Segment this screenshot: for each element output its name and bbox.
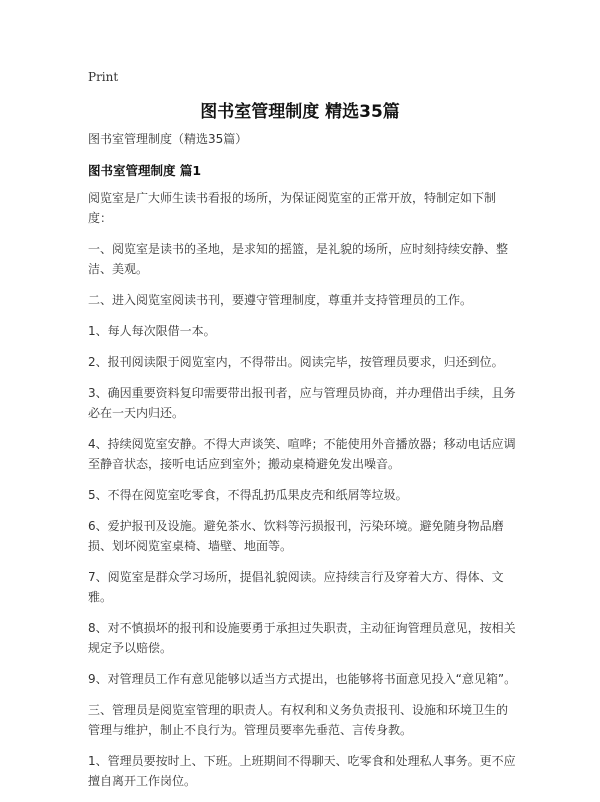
print-link[interactable]: Print <box>88 70 119 84</box>
paragraph-item-4: 4、持续阅览室安静。不得大声谈笑、喧哗；不能使用外音播放器；移动电话应调至静音状态，接听电话应到室外；搬动桌椅避免发出噪音。 <box>88 437 516 471</box>
paragraph-item-3: 3、确因重要资料复印需要带出报刊者，应与管理员协商，并办理借出手续，且务必在一天内归还。 <box>88 386 516 420</box>
paragraph-item-1: 1、每人每次限借一本。 <box>88 324 216 338</box>
paragraph-intro: 阅览室是广大师生读书看报的场所，为保证阅览室的正常开放，特制定如下制度： <box>88 191 497 225</box>
paragraph-item-9: 9、对管理员工作有意见能够以适当方式提出，也能够将书面意见投入“意见箱”。 <box>88 672 517 686</box>
paragraph-staff-1: 1、管理员要按时上、下班。上班期间不得聊天、吃零食和处理私人事务。更不应擅自离开工作岗位。 <box>88 754 516 788</box>
paragraph-rule-1: 一、阅览室是读书的圣地，是求知的摇篮，是礼貌的场所，应时刻持续安静、整洁、美观。 <box>88 242 509 276</box>
section-heading: 图书室管理制度 篇1 <box>88 163 202 178</box>
paragraph-item-7: 7、阅览室是群众学习场所，提倡礼貌阅读。应持续言行及穿着大方、得体、文雅。 <box>88 570 504 604</box>
document-subtitle: 图书室管理制度（精选35篇） <box>88 132 248 146</box>
paragraph-item-6: 6、爱护报刊及设施。避免茶水、饮料等污损报刊，污染环境。避免随身物品磨损、划坏阅览室桌椅、墙壁、地面等。 <box>88 519 504 553</box>
paragraph-item-5: 5、不得在阅览室吃零食，不得乱扔瓜果皮壳和纸屑等垃圾。 <box>88 488 408 502</box>
page-title: 图书室管理制度 精选35篇 <box>200 102 400 122</box>
paragraph-rule-3: 三、管理员是阅览室管理的职责人。有权利和义务负责报刊、设施和环境卫生的管理与维护，制止不良行为。管理员要率先垂范、言传身教。 <box>88 703 509 737</box>
document-body <box>88 130 518 802</box>
paragraph-item-8: 8、对不慎损坏的报刊和设施要勇于承担过失职责，主动征询管理员意见，按相关规定予以赔偿。 <box>88 621 516 655</box>
paragraph-rule-2: 二、进入阅览室阅读书刊，要遵守管理制度，尊重并支持管理员的工作。 <box>88 293 473 307</box>
paragraph-item-2: 2、报刊阅读限于阅览室内，不得带出。阅读完毕，按管理员要求，归还到位。 <box>88 355 504 369</box>
